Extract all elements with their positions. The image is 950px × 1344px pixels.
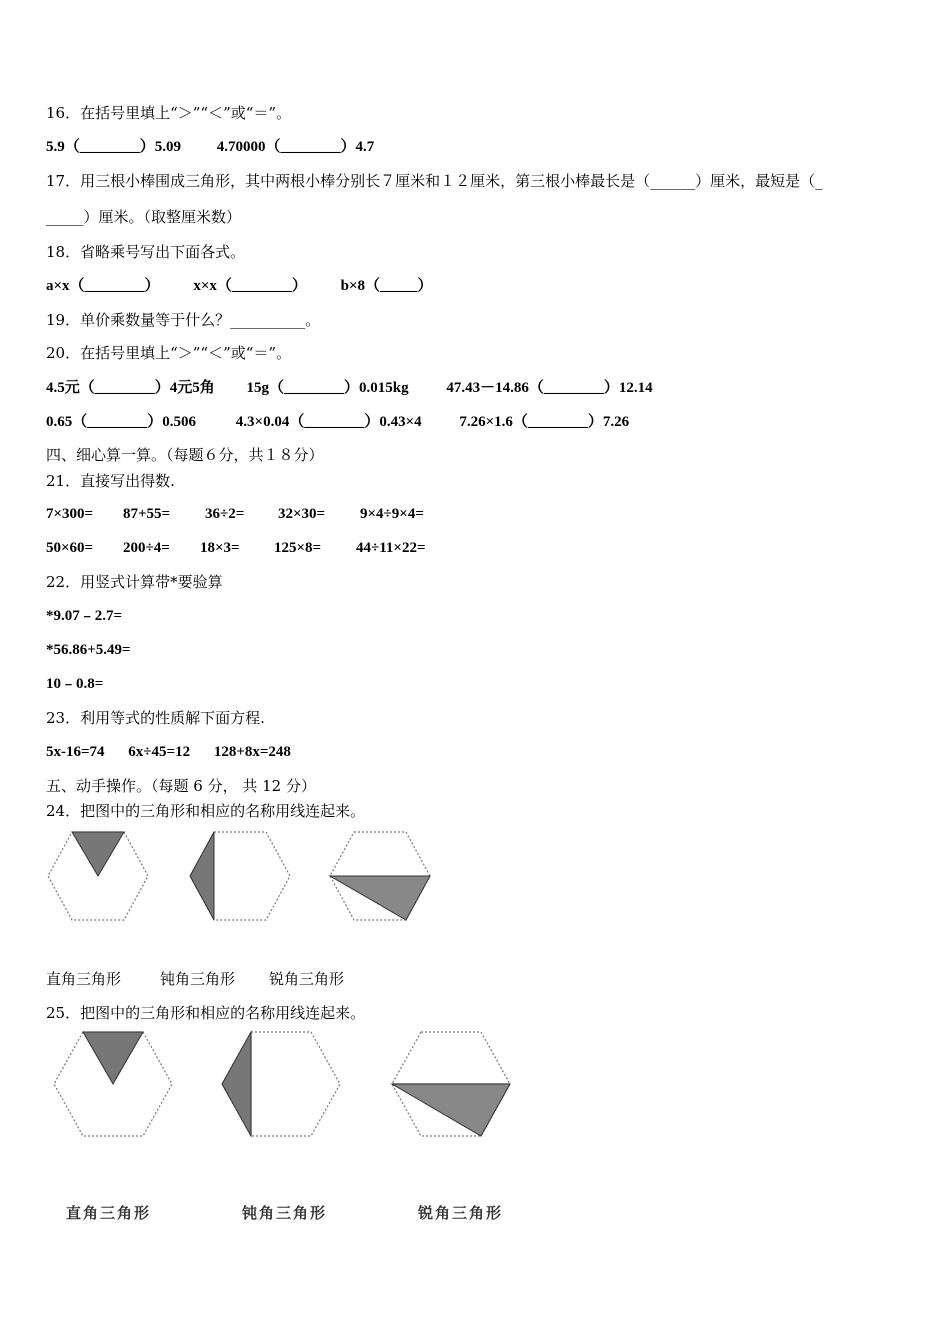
q18-item-1: a×x（________） (46, 278, 160, 294)
q21-row2-item: 50×60= (46, 540, 94, 556)
q20-row1-item-2: 15g（________）0.015kg (246, 380, 409, 396)
q23-item-2: 6x÷45=12 (128, 744, 191, 760)
section-4-title: 四、细心算一算。（每题６分，共１８分） (46, 446, 324, 464)
q25-label-obtuse: 钝角三角形 (242, 1204, 328, 1222)
q24-title: 24．把图中的三角形和相应的名称用线连起来。 (46, 802, 366, 820)
q24-hexagon-obtuse-triangle-figure (188, 830, 292, 922)
q23-title: 23．利用等式的性质解下面方程. (46, 709, 265, 727)
q20-row2-item-3: 7.26×1.6（________）7.26 (459, 414, 630, 430)
q25-label-acute: 锐角三角形 (418, 1204, 504, 1222)
q20-row1-item-1: 4.5元（________）4元5角 (46, 380, 215, 396)
q21-row2-item: 200÷4= (123, 540, 170, 556)
shaded-triangle (72, 832, 124, 876)
section-5-title: 五、动手操作。（每题 6 分， 共 12 分） (46, 777, 316, 795)
q25-hexagon-acute-triangle-figure (390, 1030, 512, 1138)
q18-item-2: x×x（________） (193, 278, 307, 294)
q21-row2-item: 44÷11×22= (356, 540, 426, 556)
q21-row2-item: 18×3= (200, 540, 240, 556)
q22-item-2: *56.86+5.49= (46, 642, 131, 658)
q16-items (46, 137, 374, 157)
q25-hexagon-right-triangle-figure (52, 1030, 174, 1138)
q24-hexagon-acute-triangle-figure (328, 830, 432, 922)
q21-row1-item: 87+55= (123, 506, 171, 522)
q21-title: 21．直接写出得数. (46, 472, 175, 490)
q21-row1-item: 32×30= (278, 506, 326, 522)
q20-title: 20．在括号里填上“＞”“＜”或“＝”。 (46, 344, 292, 362)
q20-row-1 (46, 378, 653, 398)
q24-label-right: 直角三角形 (46, 970, 122, 988)
q21-row-1 (46, 504, 424, 524)
q24-hexagon-right-triangle-figure (46, 830, 150, 922)
q22-item-3: 10﹣0.8= (46, 676, 104, 692)
q20-row1-item-3: 47.43－14.86（________）12.14 (446, 380, 653, 396)
q23-item-3: 128+8x=248 (213, 744, 291, 760)
q20-row2-item-2: 4.3×0.04（________）0.43×4 (235, 414, 422, 430)
q23-items (46, 742, 291, 762)
shaded-triangle (222, 1032, 251, 1136)
shaded-triangle (83, 1032, 143, 1084)
q25-label-right: 直角三角形 (66, 1204, 152, 1222)
q20-row2-item-1: 0.65（________）0.506 (46, 414, 197, 430)
q24-label-acute: 锐角三角形 (269, 970, 345, 988)
q16-title: 16．在括号里填上“＞”“＜”或“＝”。 (46, 104, 292, 122)
q22-item-1: *9.07﹣2.7= (46, 608, 123, 624)
q23-item-1: 5x-16=74 (46, 744, 105, 760)
q20-row-2 (46, 412, 629, 432)
q16-item-1: 5.9（________）5.09 (46, 139, 182, 155)
q18-item-3: b×8（_____） (340, 278, 433, 294)
q25-title: 25．把图中的三角形和相应的名称用线连起来。 (46, 1004, 366, 1022)
q22-title: 22．用竖式计算带*要验算 (46, 573, 223, 591)
q19-text: 19．单价乘数量等于什么？__________。 (46, 311, 321, 329)
q18-title: 18．省略乘号写出下面各式。 (46, 243, 246, 261)
q17-line-1: 17．用三根小棒围成三角形，其中两根小棒分别长７厘米和１２厘米，第三根小棒最长是（______）厘米，最短是（_ (46, 172, 823, 190)
q21-row1-item: 7×300= (46, 506, 94, 522)
q18-items (46, 276, 433, 296)
q21-row1-item: 36÷2= (205, 506, 245, 522)
q17-line-2: _____）厘米。（取整厘米数） (46, 208, 242, 226)
q21-row1-item: 9×4÷9×4= (360, 506, 424, 522)
shaded-triangle (330, 876, 430, 920)
shaded-triangle (190, 832, 214, 920)
q21-row2-item: 125×8= (274, 540, 322, 556)
q25-hexagon-obtuse-triangle-figure (220, 1030, 342, 1138)
shaded-triangle (392, 1084, 510, 1136)
q21-row-2 (46, 538, 426, 558)
q24-label-obtuse: 钝角三角形 (160, 970, 236, 988)
q16-item-2: 4.70000（________）4.7 (216, 139, 375, 155)
